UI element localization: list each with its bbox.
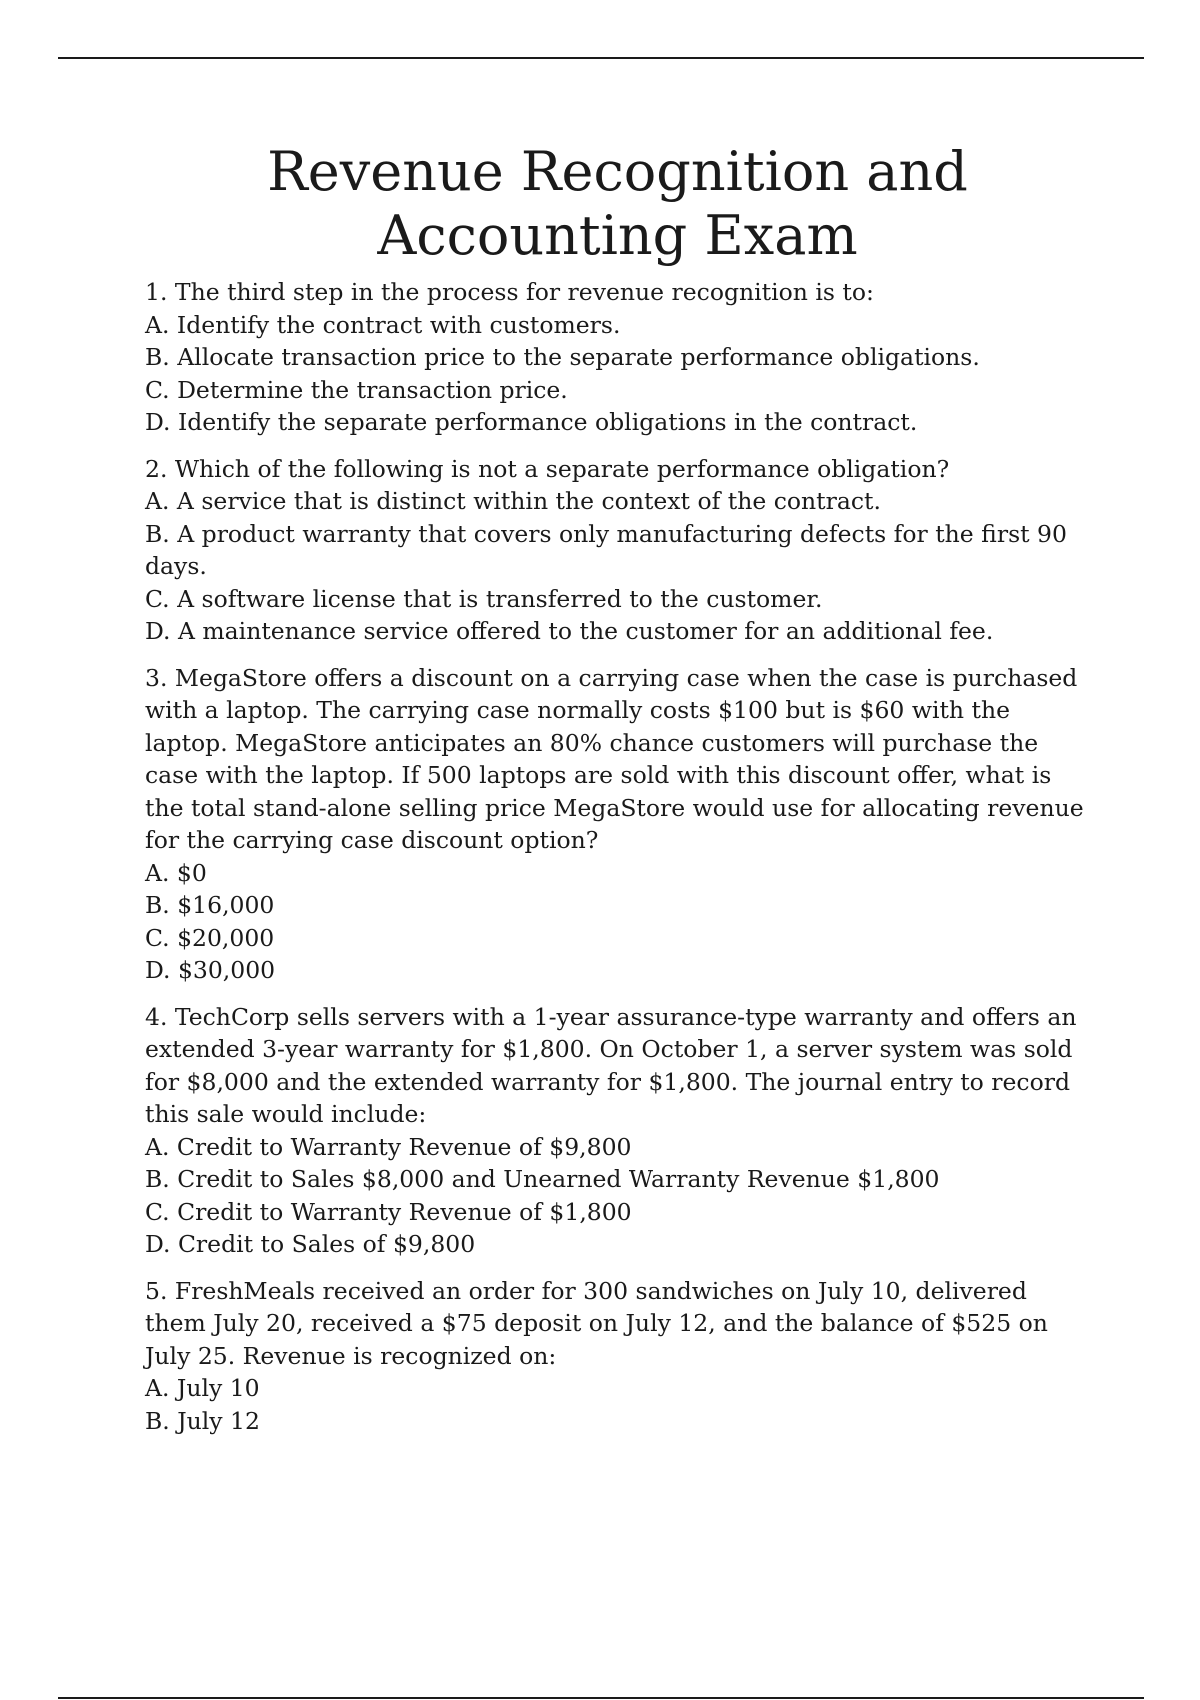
answer-option: B. Allocate transaction price to the separate performance obligations. xyxy=(145,343,980,371)
answer-option: B. July 12 xyxy=(145,1406,260,1435)
exam-content xyxy=(145,140,1090,1451)
answer-option: B. $16,000 xyxy=(145,891,275,919)
answer-option: A. Credit to Warranty Revenue of $9,800 xyxy=(145,1132,632,1161)
answer-option: A. Identify the contract with customers. xyxy=(145,310,621,339)
question-4 xyxy=(145,1001,1090,1261)
answer-option: C. Credit to Warranty Revenue of $1,800 xyxy=(145,1197,632,1226)
question-stem: 2. Which of the following is not a separate performance obligation? xyxy=(145,454,950,483)
answer-option: C. A software license that is transferred to the customer. xyxy=(145,584,823,613)
answer-option: B. A product warranty that covers only manufacturing defects for the first 90 days. xyxy=(145,519,1067,580)
answer-option: A. $0 xyxy=(145,858,207,887)
page-title: Revenue Recognition and Accounting Exam xyxy=(267,140,968,267)
question-2 xyxy=(145,453,1090,648)
question-1 xyxy=(145,276,1090,439)
answer-option: D. Identify the separate performance obligations in the contract. xyxy=(145,408,918,436)
answer-option: D. $30,000 xyxy=(145,956,276,984)
top-rule xyxy=(58,57,1144,59)
answer-option: B. Credit to Sales $8,000 and Unearned Warranty Revenue $1,800 xyxy=(145,1165,940,1193)
answer-option: C. Determine the transaction price. xyxy=(145,375,568,404)
answer-option: D. Credit to Sales of $9,800 xyxy=(145,1230,476,1258)
answer-option: D. A maintenance service offered to the customer for an additional fee. xyxy=(145,617,994,645)
question-stem: 3. MegaStore offers a discount on a carrying case when the case is purchased with a laptop. The carrying case normally costs $100 but is $60 with the laptop. MegaStore anticipates an 80% chance customers will purchase the case with the laptop. If 500 laptops are sold with this discount offer, what is the total stand-alone selling price MegaStore would use for allocating revenue for the carrying case discount option? xyxy=(145,663,1084,854)
question-3 xyxy=(145,662,1090,987)
bottom-rule xyxy=(58,1697,1144,1699)
answer-option: A. A service that is distinct within the context of the contract. xyxy=(145,487,881,515)
question-stem: 1. The third step in the process for revenue recognition is to: xyxy=(145,278,874,306)
answer-option: C. $20,000 xyxy=(145,923,275,952)
question-stem: 4. TechCorp sells servers with a 1-year assurance-type warranty and offers an extended 3-year warranty for $1,800. On October 1, a server system was sold for $8,000 and the extended warranty for $1,800. The journal entry to record this sale would include: xyxy=(145,1002,1077,1128)
question-stem: 5. FreshMeals received an order for 300 sandwiches on July 10, delivered them July 20, received a $75 deposit on July 12, and the balance of $525 on July 25. Revenue is recognized on: xyxy=(145,1276,1048,1370)
question-5 xyxy=(145,1275,1090,1438)
answer-option: A. July 10 xyxy=(145,1374,260,1402)
